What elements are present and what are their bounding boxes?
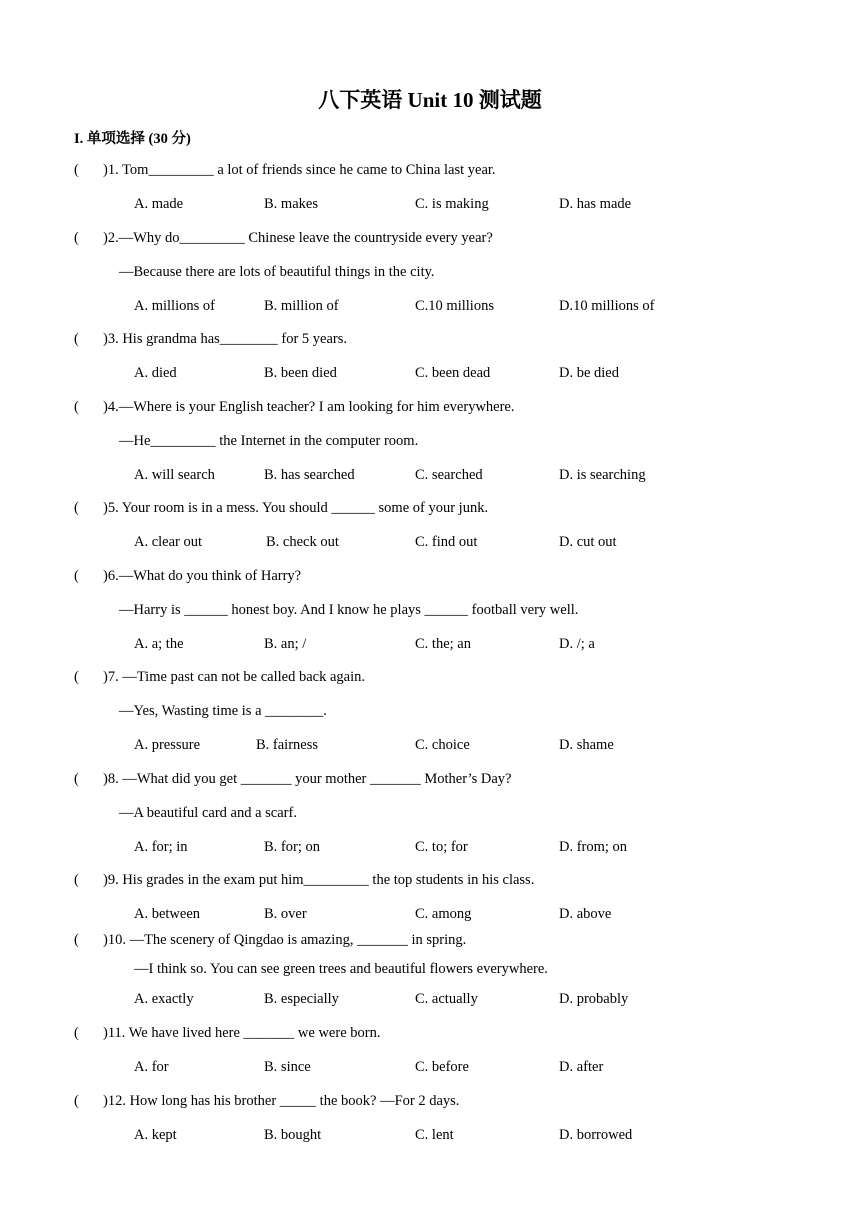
question-6-reply: —Harry is ______ honest boy. And I know he plays ______ football very well. bbox=[119, 602, 579, 618]
answer-paren: ( bbox=[74, 1093, 79, 1109]
question-7-option-b: B. fairness bbox=[256, 737, 319, 753]
question-4-option-c: C. searched bbox=[415, 467, 483, 483]
question-8-option-c: C. to; for bbox=[415, 839, 468, 855]
question-10-stem: )10. —The scenery of Qingdao is amazing, _______ in spring. bbox=[103, 932, 467, 948]
question-11-stem: )11. We have lived here _______ we were born. bbox=[103, 1025, 381, 1041]
question-11-option-a: A. for bbox=[134, 1059, 169, 1075]
question-4-option-b: B. has searched bbox=[264, 467, 355, 483]
question-1-stem: )1. Tom_________ a lot of friends since he came to China last year. bbox=[103, 162, 496, 178]
answer-paren: ( bbox=[74, 331, 79, 347]
question-10-option-c: C. actually bbox=[415, 991, 478, 1007]
answer-paren: ( bbox=[74, 932, 79, 948]
question-9-option-a: A. between bbox=[134, 906, 201, 922]
answer-paren: ( bbox=[74, 399, 79, 415]
question-4-option-d: D. is searching bbox=[559, 467, 646, 483]
question-9-option-d: D. above bbox=[559, 906, 612, 922]
answer-paren: ( bbox=[74, 230, 79, 246]
question-3-stem: )3. His grandma has________ for 5 years. bbox=[103, 331, 348, 347]
question-9-stem: )9. His grades in the exam put him_________ the top students in his class. bbox=[103, 872, 535, 888]
question-5-option-c: C. find out bbox=[415, 534, 478, 550]
answer-paren: ( bbox=[74, 500, 79, 516]
question-5-option-a: A. clear out bbox=[134, 534, 203, 550]
question-8-option-b: B. for; on bbox=[264, 839, 320, 855]
question-5-stem: )5. Your room is in a mess. You should ______ some of your junk. bbox=[103, 500, 489, 516]
question-6-option-b: B. an; / bbox=[264, 636, 307, 652]
question-11-option-d: D. after bbox=[559, 1059, 604, 1075]
question-5-option-d: D. cut out bbox=[559, 534, 617, 550]
question-9-option-b: B. over bbox=[264, 906, 307, 922]
question-1-option-a: A. made bbox=[134, 196, 184, 212]
question-2-reply: —Because there are lots of beautiful things in the city. bbox=[119, 264, 435, 280]
section-heading: I. 单项选择 (30 分) bbox=[74, 131, 191, 147]
question-1-option-b: B. makes bbox=[264, 196, 318, 212]
question-10-option-b: B. especially bbox=[264, 991, 339, 1007]
answer-paren: ( bbox=[74, 1025, 79, 1041]
question-2-option-a: A. millions of bbox=[134, 298, 215, 314]
question-7-reply: —Yes, Wasting time is a ________. bbox=[119, 703, 327, 719]
question-12-option-c: C. lent bbox=[415, 1127, 454, 1143]
question-6-option-d: D. /; a bbox=[559, 636, 595, 652]
question-3-option-d: D. be died bbox=[559, 365, 619, 381]
question-2-option-d: D.10 millions of bbox=[559, 298, 655, 314]
question-3-option-c: C. been dead bbox=[415, 365, 491, 381]
question-4-reply: —He_________ the Internet in the computer room. bbox=[119, 433, 419, 449]
question-2-option-b: B. million of bbox=[264, 298, 339, 314]
question-7-option-c: C. choice bbox=[415, 737, 470, 753]
question-4-option-a: A. will search bbox=[134, 467, 215, 483]
question-2-option-c: C.10 millions bbox=[415, 298, 494, 314]
question-3-option-a: A. died bbox=[134, 365, 177, 381]
question-1-option-c: C. is making bbox=[415, 196, 489, 212]
question-12-option-b: B. bought bbox=[264, 1127, 322, 1143]
page-title: 八下英语 Unit 10 测试题 bbox=[318, 88, 542, 112]
question-4-stem: )4.—Where is your English teacher? I am looking for him everywhere. bbox=[103, 399, 515, 415]
question-6-option-c: C. the; an bbox=[415, 636, 471, 652]
question-3-option-b: B. been died bbox=[264, 365, 337, 381]
question-2-stem: )2.—Why do_________ Chinese leave the countryside every year? bbox=[103, 230, 493, 246]
question-12-option-d: D. borrowed bbox=[559, 1127, 633, 1143]
question-8-option-d: D. from; on bbox=[559, 839, 628, 855]
question-5-option-b: B. check out bbox=[266, 534, 339, 550]
question-10-option-d: D. probably bbox=[559, 991, 629, 1007]
question-7-option-a: A. pressure bbox=[134, 737, 201, 753]
question-8-stem: )8. —What did you get _______ your mother _______ Mother’s Day? bbox=[103, 771, 512, 787]
question-8-reply: —A beautiful card and a scarf. bbox=[119, 805, 297, 821]
question-12-stem: )12. How long has his brother _____ the book? —For 2 days. bbox=[103, 1093, 460, 1109]
answer-paren: ( bbox=[74, 872, 79, 888]
answer-paren: ( bbox=[74, 568, 79, 584]
answer-paren: ( bbox=[74, 162, 79, 178]
answer-paren: ( bbox=[74, 771, 79, 787]
question-9-option-c: C. among bbox=[415, 906, 472, 922]
question-11-option-b: B. since bbox=[264, 1059, 311, 1075]
question-6-option-a: A. a; the bbox=[134, 636, 184, 652]
question-11-option-c: C. before bbox=[415, 1059, 469, 1075]
question-12-option-a: A. kept bbox=[134, 1127, 177, 1143]
question-10-reply: —I think so. You can see green trees and beautiful flowers everywhere. bbox=[134, 961, 548, 977]
question-1-option-d: D. has made bbox=[559, 196, 632, 212]
answer-paren: ( bbox=[74, 669, 79, 685]
question-10-option-a: A. exactly bbox=[134, 991, 194, 1007]
question-8-option-a: A. for; in bbox=[134, 839, 188, 855]
question-6-stem: )6.—What do you think of Harry? bbox=[103, 568, 302, 584]
question-7-option-d: D. shame bbox=[559, 737, 614, 753]
question-7-stem: )7. —Time past can not be called back again. bbox=[103, 669, 365, 685]
